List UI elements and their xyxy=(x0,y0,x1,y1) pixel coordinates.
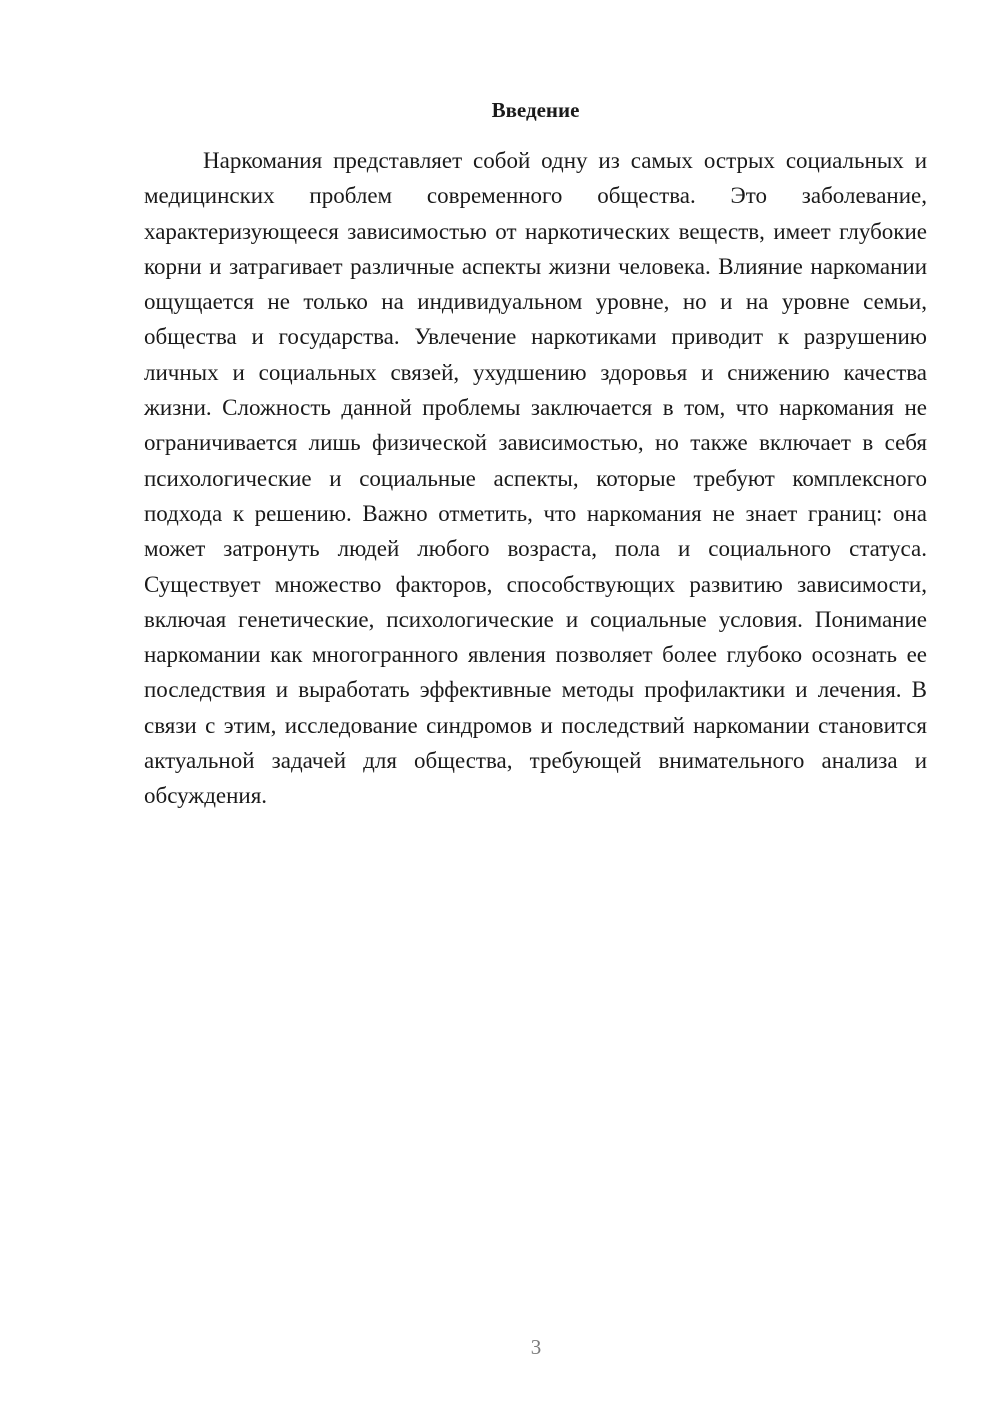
heading-container xyxy=(144,96,927,124)
section-heading: Введение xyxy=(491,98,580,122)
page-number: 3 xyxy=(530,1335,542,1359)
body-paragraph: Наркомания представляет собой одну из самых острых социальных и медицинских проблем современного общества. Это заболевание, характеризующееся зависимостью от наркотических веществ, имеет глубокие корни и затрагивает различные аспекты жизни человека. Влияние наркомании ощущается не только на индивидуальном уровне, но и на уровне семьи, общества и государства. Увлечение наркотиками приводит к разрушению личных и социальных связей, ухудшению здоровья и снижению качества жизни. Сложность данной проблемы заключается в том, что наркомания не ограничивается лишь физической зависимостью, но также включает в себя психологические и социальные аспекты, которые требуют комплексного подхода к решению. Важно отметить, что наркомания не знает границ: она может затронуть людей любого возраста, пола и социального статуса. Существует множество факторов, способствующих развитию зависимости, включая генетические, психологические и социальные условия. Понимание наркомании как многогранного явления позволяет более глубоко осознать ее последствия и выработать эффективные методы профилактики и лечения. В связи с этим, исследование синдромов и последствий наркомании становится актуальной задачей для общества, требующей внимательного анализа и обсуждения. xyxy=(144,148,927,809)
